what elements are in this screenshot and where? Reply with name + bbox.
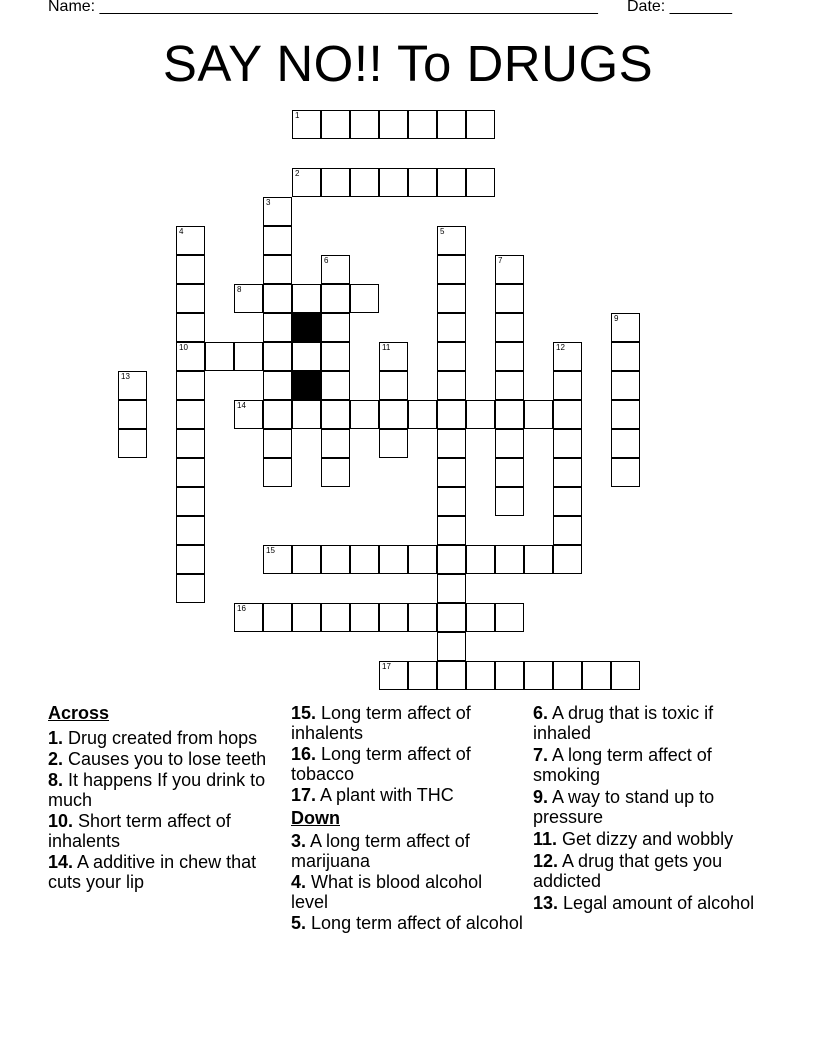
crossword-cell[interactable]	[611, 313, 640, 342]
crossword-cell[interactable]	[437, 661, 466, 690]
clue-number: 5.	[291, 913, 307, 933]
clue-text: A plant with THC	[320, 785, 454, 805]
crossword-cell[interactable]	[408, 661, 437, 690]
clue-number: 4.	[291, 872, 307, 892]
clue-text: A drug that is toxic if inhaled	[533, 703, 714, 743]
clue-number-label: 9	[614, 314, 619, 323]
crossword-cell[interactable]	[495, 458, 524, 487]
crossword-cell[interactable]	[176, 313, 205, 342]
crossword-cell[interactable]	[321, 284, 350, 313]
crossword-cell[interactable]	[437, 632, 466, 661]
crossword-cell[interactable]	[379, 342, 408, 371]
crossword-cell[interactable]	[321, 603, 350, 632]
crossword-cell[interactable]	[321, 168, 350, 197]
crossword-cell[interactable]	[437, 574, 466, 603]
crossword-cell[interactable]	[234, 603, 263, 632]
clue-text: It happens If you drink to much	[48, 770, 266, 810]
clue-text: Short term affect of inhalents	[48, 811, 231, 851]
crossword-cell[interactable]	[437, 458, 466, 487]
crossword-cell[interactable]	[466, 661, 495, 690]
crossword-cell[interactable]	[321, 429, 350, 458]
crossword-cell[interactable]	[495, 661, 524, 690]
clue-column-3	[533, 703, 765, 915]
crossword-cell[interactable]	[553, 371, 582, 400]
clue-number-label: 5	[440, 227, 445, 236]
crossword-cell[interactable]	[176, 545, 205, 574]
crossword-cell[interactable]	[118, 429, 147, 458]
crossword-cell[interactable]	[176, 342, 205, 371]
crossword-cell[interactable]	[495, 487, 524, 516]
clue-column-2	[291, 703, 523, 934]
crossword-cell[interactable]	[234, 342, 263, 371]
crossword-cell[interactable]	[176, 371, 205, 400]
crossword-cell[interactable]	[466, 545, 495, 574]
down-clue	[291, 872, 523, 912]
clue-number: 2.	[48, 749, 64, 769]
crossword-cell[interactable]	[379, 168, 408, 197]
crossword-cell[interactable]	[321, 458, 350, 487]
clue-number: 7.	[533, 745, 549, 765]
crossword-cell[interactable]	[263, 545, 292, 574]
down-clue	[533, 787, 765, 827]
crossword-cell[interactable]	[176, 255, 205, 284]
crossword-cell[interactable]	[118, 400, 147, 429]
down-clue	[533, 703, 765, 743]
crossword-cell[interactable]	[524, 545, 553, 574]
clue-text: Long term affect of inhalents	[291, 703, 471, 743]
crossword-cell[interactable]	[524, 661, 553, 690]
crossword-cell[interactable]	[437, 545, 466, 574]
clue-number: 13.	[533, 893, 559, 913]
crossword-cell[interactable]	[350, 284, 379, 313]
crossword-cell[interactable]	[176, 487, 205, 516]
crossword-cell[interactable]	[495, 400, 524, 429]
crossword-cell[interactable]	[437, 603, 466, 632]
clue-number: 3.	[291, 831, 307, 851]
crossword-cell[interactable]	[379, 545, 408, 574]
clue-number-label: 11	[382, 343, 391, 352]
clue-text: A long term affect of marijuana	[291, 831, 470, 871]
across-heading: Across	[48, 703, 110, 723]
crossword-cell[interactable]	[292, 284, 321, 313]
crossword-cell[interactable]	[553, 342, 582, 371]
crossword-cell[interactable]	[495, 284, 524, 313]
clue-number: 9.	[533, 787, 549, 807]
clue-text: Causes you to lose teeth	[68, 749, 267, 769]
across-clue	[48, 811, 280, 851]
clue-text: A additive in chew that cuts your lip	[48, 852, 257, 892]
across-clue	[48, 852, 280, 892]
crossword-cell[interactable]	[553, 661, 582, 690]
crossword-cell[interactable]	[437, 168, 466, 197]
crossword-cell[interactable]	[263, 371, 292, 400]
crossword-cell[interactable]	[234, 284, 263, 313]
clue-text: Legal amount of alcohol	[563, 893, 755, 913]
clue-number-label: 16	[237, 604, 246, 613]
clue-text: Long term affect of alcohol	[311, 913, 523, 933]
crossword-cell[interactable]	[292, 110, 321, 139]
crossword-cell[interactable]	[466, 110, 495, 139]
name-field-label: Name: ________________________________________________________	[48, 0, 598, 15]
crossword-cell[interactable]	[263, 255, 292, 284]
crossword-cell[interactable]	[582, 661, 611, 690]
clue-number: 10.	[48, 811, 74, 831]
clue-number: 8.	[48, 770, 64, 790]
crossword-cell[interactable]	[263, 429, 292, 458]
crossword-cell[interactable]	[350, 110, 379, 139]
crossword-cell[interactable]	[466, 400, 495, 429]
clue-number-label: 3	[266, 198, 271, 207]
clue-number: 6.	[533, 703, 549, 723]
crossword-cell[interactable]	[292, 545, 321, 574]
crossword-cell[interactable]	[205, 342, 234, 371]
across-clue	[291, 703, 523, 743]
crossword-cell[interactable]	[408, 545, 437, 574]
clue-text: A way to stand up to pressure	[533, 787, 715, 827]
down-clue	[533, 829, 765, 849]
crossword-cell[interactable]	[176, 516, 205, 545]
crossword-cell[interactable]	[379, 661, 408, 690]
crossword-cell[interactable]	[292, 342, 321, 371]
page-title: SAY NO!! To DRUGS	[162, 35, 654, 92]
crossword-cell[interactable]	[379, 371, 408, 400]
crossword-cell[interactable]	[263, 342, 292, 371]
crossword-cell[interactable]	[437, 516, 466, 545]
crossword-cell[interactable]	[176, 574, 205, 603]
crossword-cell[interactable]	[611, 342, 640, 371]
clue-number-label: 12	[556, 343, 565, 352]
crossword-cell[interactable]	[437, 110, 466, 139]
clue-text: Drug created from hops	[68, 728, 258, 748]
clue-number: 15.	[291, 703, 317, 723]
crossword-cell[interactable]	[263, 284, 292, 313]
crossword-cell[interactable]	[292, 168, 321, 197]
crossword-cell[interactable]	[437, 400, 466, 429]
crossword-cell[interactable]	[495, 429, 524, 458]
crossword-cell[interactable]	[408, 603, 437, 632]
crossword-cell[interactable]	[263, 226, 292, 255]
clue-number-label: 7	[498, 256, 503, 265]
crossword-cell[interactable]	[495, 255, 524, 284]
clue-text: Get dizzy and wobbly	[562, 829, 734, 849]
clue-number-label: 17	[382, 662, 391, 671]
crossword-cell[interactable]	[553, 400, 582, 429]
crossword-cell[interactable]	[176, 429, 205, 458]
crossword-cell[interactable]	[350, 168, 379, 197]
crossword-cell[interactable]	[379, 110, 408, 139]
crossword-cell[interactable]	[408, 168, 437, 197]
crossword-cell[interactable]	[495, 313, 524, 342]
crossword-cell[interactable]	[495, 545, 524, 574]
clue-text: A long term affect of smoking	[533, 745, 712, 785]
crossword-cell[interactable]	[263, 313, 292, 342]
crossword-black-cell	[292, 313, 321, 342]
down-heading: Down	[291, 808, 340, 828]
crossword-cell[interactable]	[611, 429, 640, 458]
clue-number: 16.	[291, 744, 317, 764]
clue-text: Long term affect of tobacco	[291, 744, 471, 784]
crossword-cell[interactable]	[379, 603, 408, 632]
crossword-cell[interactable]	[437, 255, 466, 284]
clue-number-label: 15	[266, 546, 275, 555]
crossword-cell[interactable]	[553, 545, 582, 574]
crossword-cell[interactable]	[263, 400, 292, 429]
clue-number: 11.	[533, 829, 558, 849]
crossword-cell[interactable]	[437, 313, 466, 342]
crossword-cell[interactable]	[466, 603, 495, 632]
down-clue	[291, 831, 523, 871]
clue-number: 14.	[48, 852, 74, 872]
crossword-cell[interactable]	[611, 661, 640, 690]
crossword-cell[interactable]	[263, 197, 292, 226]
clue-number-label: 4	[179, 227, 184, 236]
clue-number: 1.	[48, 728, 64, 748]
crossword-cell[interactable]	[350, 603, 379, 632]
crossword-cell[interactable]	[321, 400, 350, 429]
crossword-cell[interactable]	[437, 284, 466, 313]
clue-number-label: 6	[324, 256, 329, 265]
crossword-cell[interactable]	[379, 429, 408, 458]
crossword-cell[interactable]	[350, 545, 379, 574]
crossword-cell[interactable]	[321, 545, 350, 574]
crossword-cell[interactable]	[553, 458, 582, 487]
clue-column-1	[48, 703, 280, 893]
crossword-cell[interactable]	[321, 313, 350, 342]
down-clue	[291, 913, 523, 933]
crossword-cell[interactable]	[437, 226, 466, 255]
crossword-cell[interactable]	[176, 458, 205, 487]
clue-number-label: 1	[295, 111, 300, 120]
date-field-label: Date: _______	[627, 0, 732, 15]
crossword-cell[interactable]	[553, 516, 582, 545]
crossword-cell[interactable]	[118, 371, 147, 400]
across-clue	[291, 785, 523, 805]
crossword-cell[interactable]	[379, 400, 408, 429]
crossword-cell[interactable]	[176, 400, 205, 429]
crossword-cell[interactable]	[495, 603, 524, 632]
crossword-cell[interactable]	[466, 168, 495, 197]
down-clue	[533, 893, 765, 913]
crossword-cell[interactable]	[611, 400, 640, 429]
crossword-cell[interactable]	[524, 400, 553, 429]
crossword-cell[interactable]	[437, 429, 466, 458]
crossword-cell[interactable]	[321, 110, 350, 139]
clue-text: What is blood alcohol level	[291, 872, 483, 912]
crossword-cell[interactable]	[292, 400, 321, 429]
crossword-cell[interactable]	[321, 371, 350, 400]
down-clue	[533, 851, 765, 891]
crossword-cell[interactable]	[437, 487, 466, 516]
clue-number: 12.	[533, 851, 559, 871]
down-clue	[533, 745, 765, 785]
crossword-cell[interactable]	[437, 342, 466, 371]
crossword-cell[interactable]	[263, 603, 292, 632]
crossword-cell[interactable]	[321, 342, 350, 371]
clue-number: 17.	[291, 785, 317, 805]
crossword-cell[interactable]	[553, 429, 582, 458]
crossword-cell[interactable]	[321, 255, 350, 284]
clue-number-label: 8	[237, 285, 242, 294]
clue-number-label: 2	[295, 169, 300, 178]
crossword-cell[interactable]	[263, 458, 292, 487]
crossword-cell[interactable]	[408, 400, 437, 429]
crossword-cell[interactable]	[437, 371, 466, 400]
crossword-cell[interactable]	[611, 458, 640, 487]
clue-text: A drug that gets you addicted	[533, 851, 723, 891]
crossword-cell[interactable]	[408, 110, 437, 139]
clue-number-label: 10	[179, 343, 188, 352]
crossword-cell[interactable]	[495, 371, 524, 400]
crossword-cell[interactable]	[234, 400, 263, 429]
clue-number-label: 14	[237, 401, 246, 410]
crossword-cell[interactable]	[495, 342, 524, 371]
crossword-cell[interactable]	[611, 371, 640, 400]
across-clue	[291, 744, 523, 784]
crossword-black-cell	[292, 371, 321, 400]
crossword-cell[interactable]	[176, 284, 205, 313]
crossword-cell[interactable]	[350, 400, 379, 429]
across-clue	[48, 728, 280, 748]
crossword-cell[interactable]	[176, 226, 205, 255]
crossword-cell[interactable]	[553, 487, 582, 516]
across-clue	[48, 749, 280, 769]
crossword-cell[interactable]	[292, 603, 321, 632]
clue-number-label: 13	[121, 372, 130, 381]
across-clue	[48, 770, 280, 810]
